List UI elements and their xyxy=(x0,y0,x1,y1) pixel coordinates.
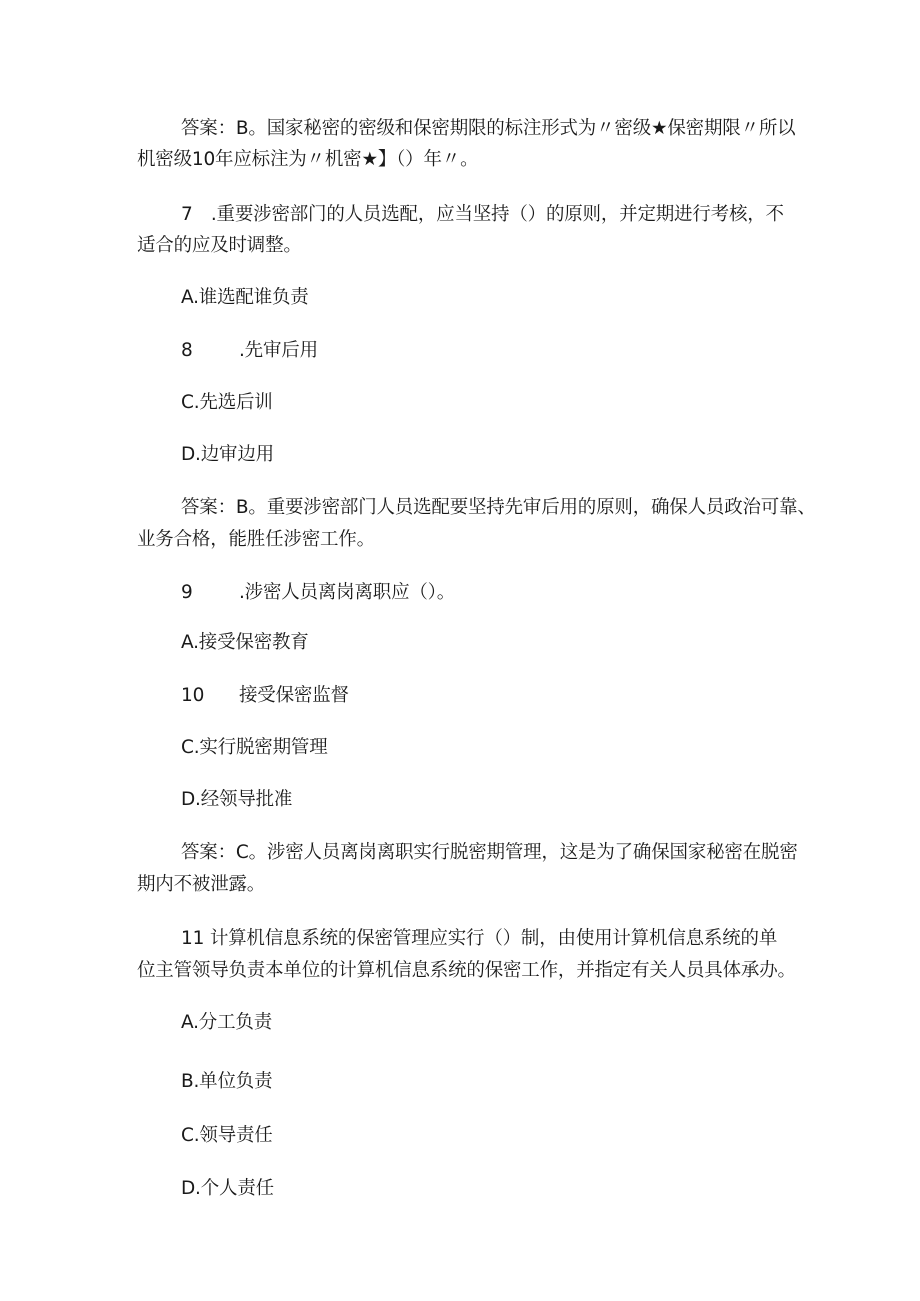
question-9-option-d: D.经领导批准 xyxy=(181,789,293,810)
question-11-option-a: A.分工负责 xyxy=(181,1012,273,1033)
option-b-text: 接受保密监督 xyxy=(239,685,349,706)
question-9-text: .涉密人员离岗离职应（）。 xyxy=(239,582,456,603)
question-11-option-b: B.单位负责 xyxy=(181,1071,273,1092)
answer-6-line-1: 答案：B。国家秘密的密级和保密期限的标注形式为〃密级★保密期限〃所以 xyxy=(181,118,796,139)
answer-9-line-1: 答案：C。涉密人员离岗离职实行脱密期管理，这是为了确保国家秘密在脱密 xyxy=(181,842,798,863)
question-11-line-1: 11 计算机信息系统的保密管理应实行（）制，由使用计算机信息系统的单 xyxy=(181,928,778,949)
question-9-option-b xyxy=(181,683,349,709)
question-7-option-c: C.先选后训 xyxy=(181,392,273,413)
option-b-number: 8 xyxy=(181,340,193,361)
question-9-option-a: A.接受保密教育 xyxy=(181,632,309,653)
question-11-option-c: C.领导责任 xyxy=(181,1125,273,1146)
answer-7-line-2: 业务合格，能胜任涉密工作。 xyxy=(137,529,375,550)
option-b-number: 10 xyxy=(181,685,205,706)
question-7-option-b xyxy=(181,338,318,364)
answer-9-line-2: 期内不被泄露。 xyxy=(137,874,266,895)
question-7-line-2: 适合的应及时调整。 xyxy=(137,235,302,256)
question-7-option-d: D.边审边用 xyxy=(181,444,274,465)
question-9-number: 9 xyxy=(181,582,193,603)
question-9 xyxy=(181,580,455,606)
question-9-option-c: C.实行脱密期管理 xyxy=(181,737,328,758)
question-11-option-d: D.个人责任 xyxy=(181,1178,274,1199)
question-7-line-1: 7 .重要涉密部门的人员选配，应当坚持（）的原则，并定期进行考核，不 xyxy=(181,204,784,225)
answer-6-line-2: 机密级10年应标注为〃机密★】（）年〃。 xyxy=(137,149,479,170)
question-11-line-2: 位主管领导负责本单位的计算机信息系统的保密工作，并指定有关人员具体承办。 xyxy=(137,960,796,981)
option-b-text: .先审后用 xyxy=(239,340,318,361)
answer-7-line-1: 答案：B。重要涉密部门人员选配要坚持先审后用的原则，确保人员政治可靠、 xyxy=(181,497,816,518)
question-7-option-a: A.谁选配谁负责 xyxy=(181,287,309,308)
